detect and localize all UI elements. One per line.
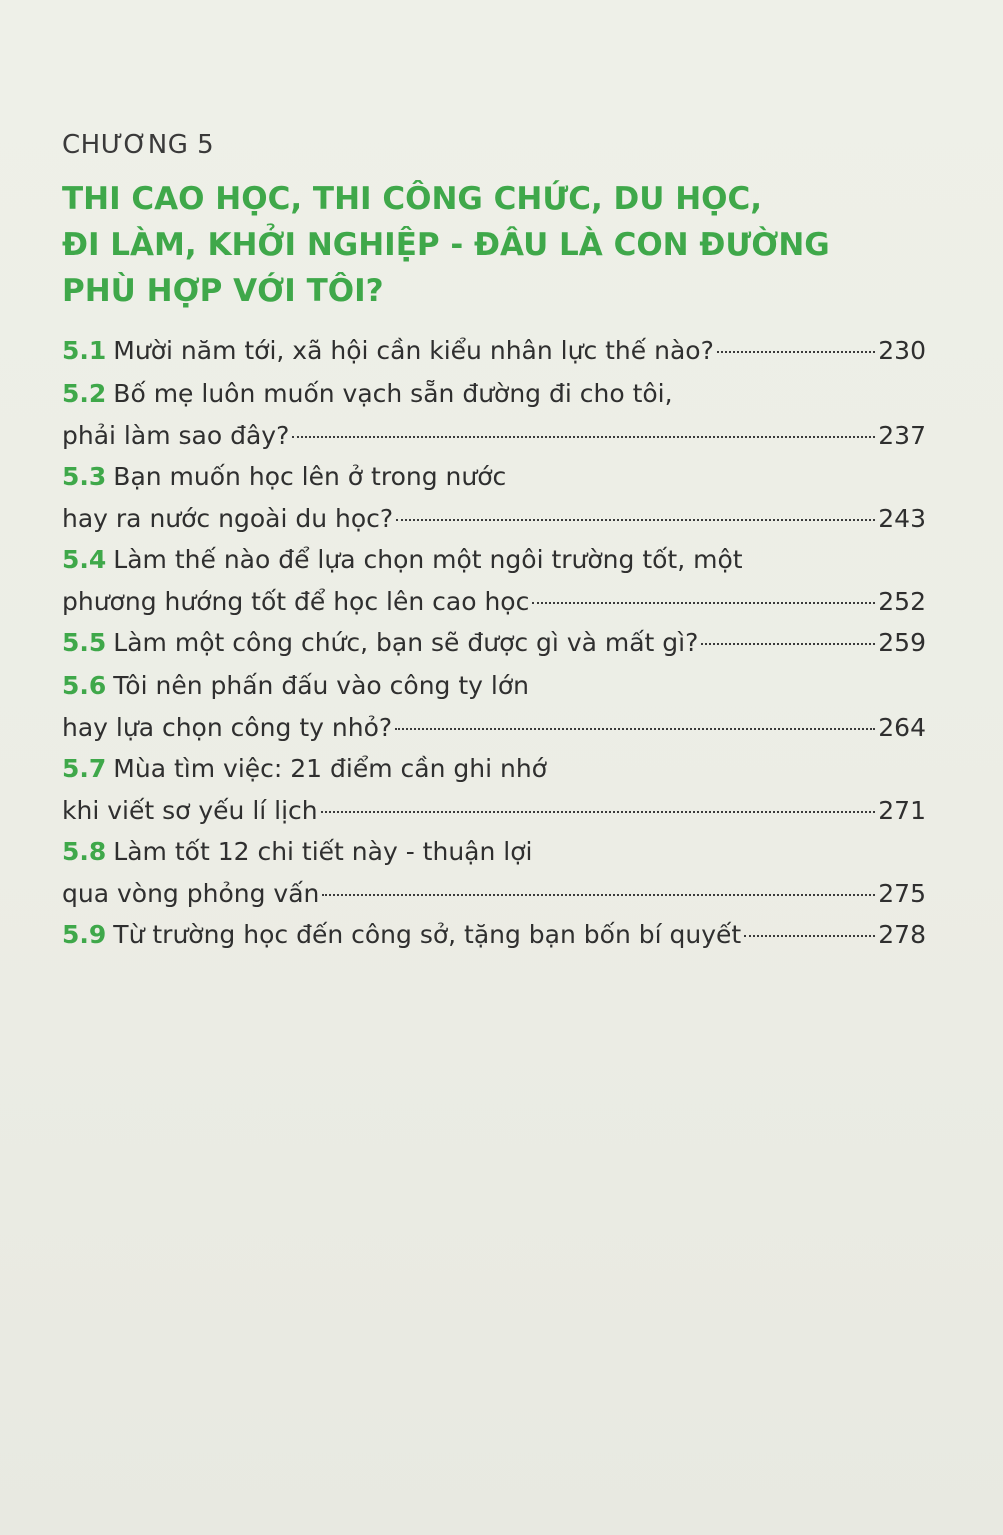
toc-entry-5-4[interactable]: [62, 539, 926, 622]
toc-entry-text: Mùa tìm việc: 21 điểm cần ghi nhớ: [113, 754, 547, 783]
toc-entry-text: Làm tốt 12 chi tiết này - thuận lợi: [113, 837, 533, 866]
dot-leader: [321, 811, 876, 813]
toc-entry-5-3[interactable]: [62, 456, 926, 539]
toc-entry-number: 5.1: [62, 336, 107, 365]
dot-leader: [717, 351, 875, 353]
chapter-title-line: PHÙ HỢP VỚI TÔI?: [62, 273, 384, 309]
toc-entry-number: 5.2: [62, 379, 107, 408]
toc-entry-5-2[interactable]: [62, 373, 926, 456]
toc-entry-number: 5.9: [62, 920, 107, 949]
toc-page-number: 237: [878, 421, 926, 450]
toc-page-number: 252: [878, 587, 926, 616]
toc-entry-text: Tôi nên phấn đấu vào công ty lớn: [113, 671, 529, 700]
table-of-contents: [62, 330, 926, 957]
toc-page-number: 271: [878, 796, 926, 825]
toc-entry-5-8[interactable]: [62, 831, 926, 914]
toc-entry-text: hay ra nước ngoài du học?: [62, 504, 394, 533]
toc-entry-number: 5.7: [62, 754, 107, 783]
chapter-title-line: ĐI LÀM, KHỞI NGHIỆP - ĐÂU LÀ CON ĐƯỜNG: [62, 227, 830, 263]
toc-entry-number: 5.3: [62, 462, 107, 491]
dot-leader: [701, 643, 875, 645]
toc-entry-text: Bạn muốn học lên ở trong nước: [113, 462, 507, 491]
toc-entry-text: khi viết sơ yếu lí lịch: [62, 796, 318, 825]
dot-leader: [322, 894, 875, 896]
toc-entry-text: Bố mẹ luôn muốn vạch sẵn đường đi cho tôi,: [113, 379, 673, 408]
toc-page-number: 230: [878, 336, 926, 365]
toc-page-number: 278: [878, 920, 926, 949]
toc-entry-text: Làm thế nào để lựa chọn một ngôi trường tốt, một: [113, 545, 743, 574]
dot-leader: [395, 728, 875, 730]
toc-entry-5-7[interactable]: [62, 748, 926, 831]
toc-page-number: 275: [878, 879, 926, 908]
toc-page-number: 259: [878, 628, 926, 657]
chapter-title-line: THI CAO HỌC, THI CÔNG CHỨC, DU HỌC,: [62, 181, 763, 217]
toc-entry-number: 5.5: [62, 628, 107, 657]
toc-entry-5-5[interactable]: [62, 622, 926, 665]
toc-entry-5-1[interactable]: [62, 330, 926, 373]
toc-entry-text: Làm một công chức, bạn sẽ được gì và mất gì?: [113, 628, 699, 657]
toc-page-number: 243: [878, 504, 926, 533]
dot-leader: [744, 935, 875, 937]
toc-entry-number: 5.8: [62, 837, 107, 866]
toc-entry-text: qua vòng phỏng vấn: [62, 879, 320, 908]
toc-entry-number: 5.6: [62, 671, 107, 700]
toc-entry-text: phải làm sao đây?: [62, 421, 290, 450]
toc-entry-5-9[interactable]: [62, 914, 926, 957]
toc-entry-text: hay lựa chọn công ty nhỏ?: [62, 713, 393, 742]
dot-leader: [532, 602, 875, 604]
toc-entry-text: phương hướng tốt để học lên cao học: [62, 587, 530, 616]
chapter-title: [62, 176, 942, 314]
chapter-label: CHƯƠNG 5: [62, 130, 215, 160]
toc-entry-number: 5.4: [62, 545, 107, 574]
toc-page-number: 264: [878, 713, 926, 742]
toc-entry-text: Mười năm tới, xã hội cần kiểu nhân lực thế nào?: [113, 336, 714, 365]
toc-entry-5-6[interactable]: [62, 665, 926, 748]
dot-leader: [292, 436, 875, 438]
toc-entry-text: Từ trường học đến công sở, tặng bạn bốn bí quyết: [113, 920, 742, 949]
dot-leader: [396, 519, 875, 521]
